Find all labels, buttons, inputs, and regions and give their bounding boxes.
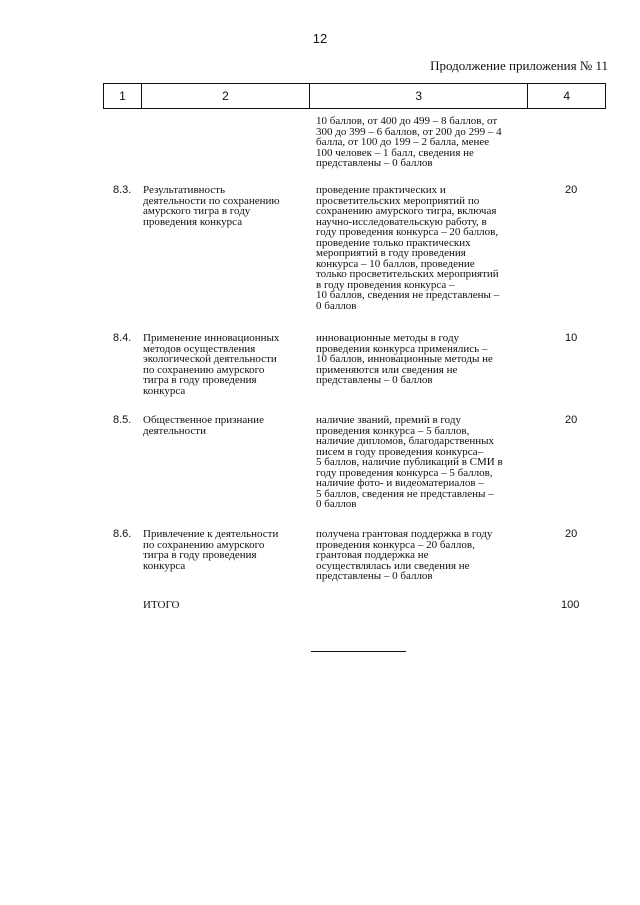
description-line: году проведения конкурса – 5 баллов, (316, 466, 493, 479)
description-line: году проведения конкурса – 20 баллов, (316, 226, 499, 238)
criterion-line: по сохранению амурского (143, 538, 265, 551)
row-description (310, 529, 529, 582)
row-number: 8.5. (113, 414, 132, 426)
description-line: сохранению амурского тигра, включая (316, 205, 497, 217)
description-line: наличие дипломов, благодарственных (316, 435, 495, 447)
row-criterion (141, 415, 310, 436)
criterion-line: конкурса (143, 559, 186, 572)
criterion-line: методов осуществления (143, 342, 256, 355)
description-line: проведение практических и (316, 184, 446, 196)
row-score: 20 (565, 414, 578, 426)
description-line: просветительских мероприятий по (316, 194, 480, 207)
row-description (310, 415, 529, 510)
criterion-line: экологической деятельности (143, 353, 277, 365)
description-line: 0 баллов (316, 299, 357, 312)
description-line: применяются или сведения не (316, 363, 458, 376)
description-line: балла, от 100 до 199 – 2 балла, менее (316, 136, 490, 148)
description-line: представлены – 0 баллов (316, 157, 433, 169)
description-line: мероприятий в году проведения (316, 247, 466, 259)
table-row-8-5 (103, 415, 606, 510)
column-header-4: 4 (563, 89, 570, 103)
table-header-row (103, 83, 606, 109)
criterion-line: Привлечение к деятельности (143, 528, 279, 540)
description-line: наличие фото- и видеоматериалов – (316, 477, 484, 489)
description-line: конкурса – 10 баллов, проведение (316, 257, 475, 270)
description-line: проведение только практических (316, 236, 471, 249)
description-line: 10 баллов, инновационные методы не (316, 353, 493, 365)
description-line: 0 баллов (316, 498, 357, 510)
criterion-line: по сохранению амурского (143, 363, 265, 376)
row-description (310, 116, 529, 169)
description-line: осуществлялась или сведения не (316, 559, 470, 572)
criterion-line: Результативность (143, 184, 226, 196)
criterion-line: Применение инновационных (143, 332, 280, 344)
description-line: получена грантовая поддержка в году (316, 528, 493, 540)
column-header-1: 1 (104, 84, 142, 108)
description-line: представлены – 0 баллов (316, 374, 433, 386)
description-line: писем в году проведения конкурса– (316, 445, 484, 458)
criterion-line: проведения конкурса (143, 215, 243, 228)
table-row-continuation (103, 116, 606, 169)
description-line: в году проведения конкурса – (316, 278, 455, 291)
criterion-line: тигра в году проведения (143, 374, 257, 386)
total-score: 100 (561, 599, 580, 611)
description-line: 300 до 399 – 6 баллов, от 200 до 299 – 4 (316, 125, 502, 138)
description-line: 10 баллов, от 400 до 499 – 8 баллов, от (316, 115, 498, 127)
end-of-document-rule (311, 651, 406, 652)
row-number: 8.3. (113, 184, 132, 196)
description-line: проведения конкурса применялись – (316, 342, 488, 355)
row-criterion (141, 333, 310, 396)
criterion-line: конкурса (143, 384, 186, 397)
description-line: грантовая поддержка не (316, 549, 429, 561)
description-line: проведения конкурса – 5 баллов, (316, 424, 470, 437)
description-line: 5 баллов, сведения не представлены – (316, 487, 494, 500)
criterion-line: деятельности по сохранению (143, 194, 280, 207)
column-header-3: 3 (310, 84, 528, 108)
total-label: ИТОГО (143, 599, 180, 611)
criterion-line: тигра в году проведения (143, 549, 257, 561)
row-score: 10 (565, 332, 578, 344)
row-number: 8.6. (113, 528, 132, 540)
row-score: 20 (565, 184, 578, 196)
description-line: проведения конкурса – 20 баллов, (316, 538, 475, 551)
page-number: 12 (312, 31, 328, 46)
row-description (310, 333, 529, 386)
table-row-8-4 (103, 333, 606, 396)
description-line: наличие званий, премий в году (316, 414, 461, 426)
row-criterion (141, 185, 310, 227)
description-line: только просветительских мероприятий (316, 268, 499, 280)
description-line: 5 баллов, наличие публикаций в СМИ в (316, 456, 503, 468)
criterion-line: деятельности (143, 424, 206, 437)
description-line: инновационные методы в году (316, 332, 460, 344)
table-row-8-3 (103, 185, 606, 311)
table-row-total (103, 600, 606, 611)
criterion-line: Общественное признание (143, 414, 264, 426)
row-score: 20 (565, 528, 578, 540)
description-line: представлены – 0 баллов (316, 570, 433, 582)
appendix-continuation-note: Продолжение приложения № 11 (430, 58, 608, 73)
row-description (310, 185, 529, 311)
description-line: научно-исследовательскую работу, в (316, 215, 487, 228)
criterion-line: амурского тигра в году (143, 205, 251, 217)
description-line: 10 баллов, сведения не представлены – (316, 289, 500, 301)
column-header-2: 2 (142, 84, 310, 108)
row-number: 8.4. (113, 332, 132, 344)
description-line: 100 человек – 1 балл, сведения не (316, 146, 474, 159)
table-row-8-6 (103, 529, 606, 582)
row-criterion (141, 529, 310, 571)
